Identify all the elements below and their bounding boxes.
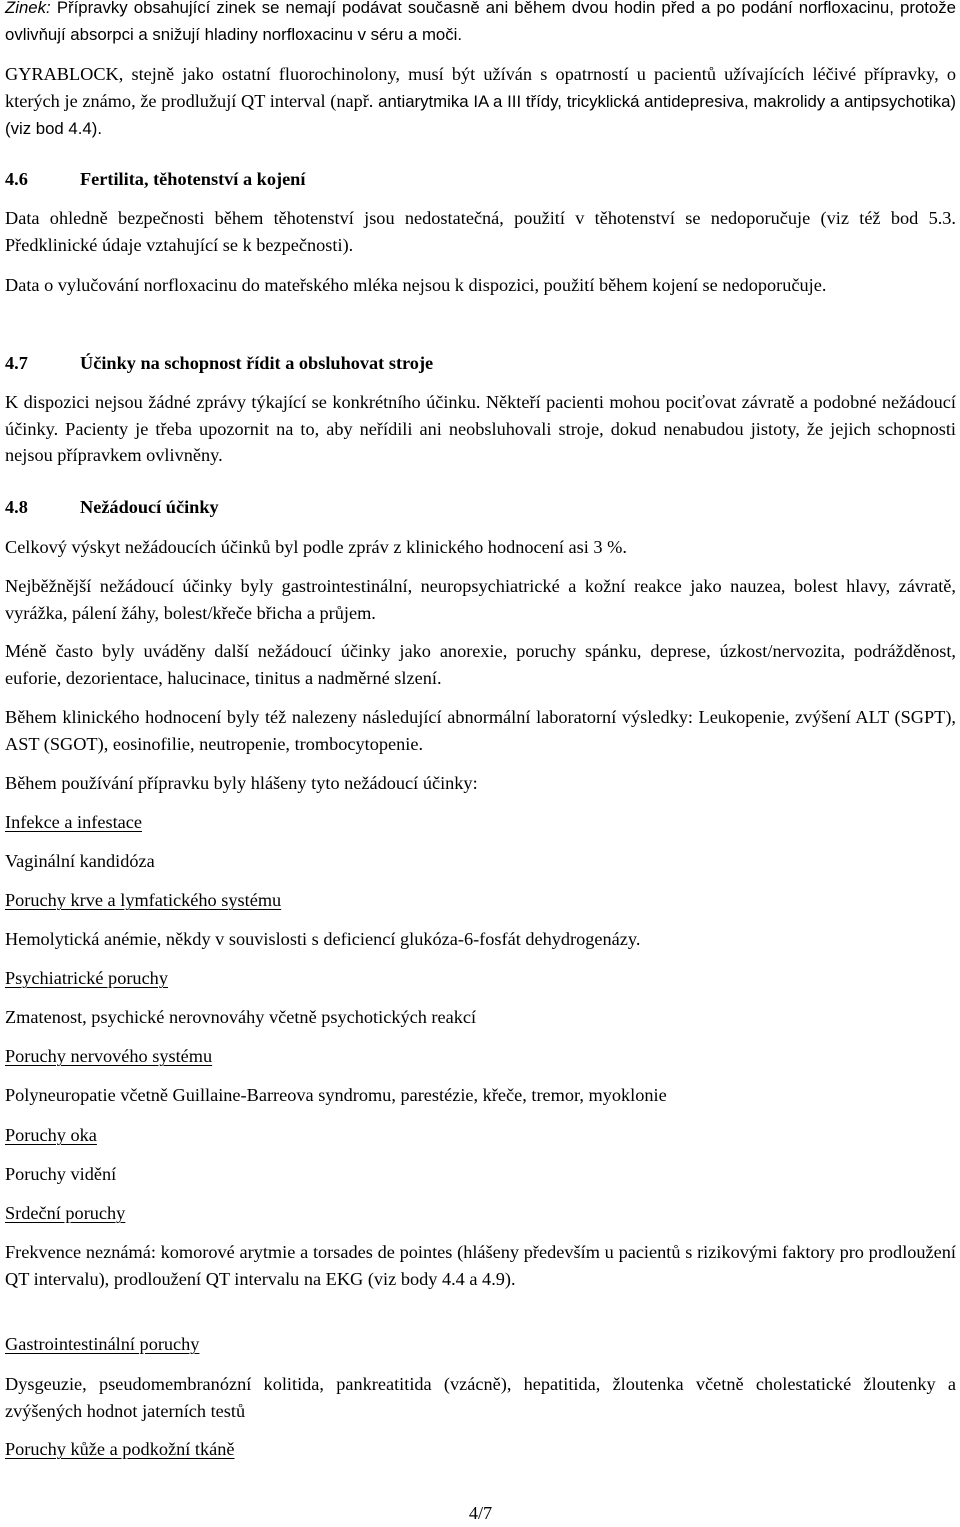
qt-interval-paragraph [5,61,956,143]
section-title: Fertilita, těhotenství a kojení [80,169,306,189]
common-effects-paragraph: Nejběžnější nežádoucí účinky byly gastrointestinální, neuropsychiatrické a kožní reakce jako nauzea, bolest hlavy, závratě, vyrážka, pálení žáhy, bolest/křeče břicha a průjem. [5,576,956,623]
page-number: 4/7 [468,1503,493,1523]
gyrablock-text-continued: antiarytmika IA a III třídy, tricyklická antidepresiva, makrolidy a antipsychotika) (viz bod 4.4). [5,91,957,138]
document-page [5,0,956,1525]
reported-effects-intro: Během používání přípravku byly hlášeny tyto nežádoucí účinky: [5,773,478,793]
soc-text-gastrointestinal: Dysgeuzie, pseudomembranózní kolitida, pankreatitida (vzácně), hepatitida, žloutenka včetně cholestatické žloutenky a zvýšených hodnot jaterních testů [5,1374,956,1421]
soc-heading-skin: Poruchy kůže a podkožní tkáně [5,1439,235,1459]
section-number: 4.7 [5,353,28,373]
section-heading-4-6 [5,166,956,193]
zinek-label: Zinek: [5,0,51,17]
gyrablock-text: GYRABLOCK, stejně jako ostatní fluorochinolony, musí být užíván s opatrností u pacientů užívajících léčivé přípravky, o kterých je známo, že prodlužují QT interval (např. [5,64,956,111]
section-heading-4-7 [5,350,956,377]
soc-text-eye: Poruchy vidění [5,1164,117,1184]
zinc-interaction-paragraph [5,0,956,48]
soc-heading-blood: Poruchy krve a lymfatického systému [5,890,282,910]
breastfeeding-paragraph: Data o vylučování norfloxacinu do mateřského mléka nejsou k dispozici, použití během kojení se nedoporučuje. [5,275,827,295]
section-title: Účinky na schopnost řídit a obsluhovat stroje [80,353,434,373]
soc-heading-gastrointestinal: Gastrointestinální poruchy [5,1334,200,1354]
zinek-text: Přípravky obsahující zinek se nemají podávat současně ani během dvou hodin před a po podání norfloxacinu, protože ovlivňují absorpci a snižují hladiny norfloxacinu v séru a moči. [5,0,956,44]
soc-text-nervous: Polyneuropatie včetně Guillaine-Barreova syndromu, parestézie, křeče, tremor, myoklonie [5,1085,667,1105]
incidence-paragraph: Celkový výskyt nežádoucích účinků byl podle zpráv z klinického hodnocení asi 3 %. [5,537,627,557]
pregnancy-paragraph: Data ohledně bezpečnosti během těhotenství jsou nedostatečná, použití v těhotenství se nedoporučuje (viz též bod 5.3. Předklinické údaje vztahující se k bezpečnosti). [5,208,956,255]
lab-findings-paragraph: Během klinického hodnocení byly též nalezeny následující abnormální laboratorní výsledky: Leukopenie, zvýšení ALT (SGPT), AST (SGOT), eosinofilie, neutropenie, trombocytopenie. [5,707,956,754]
soc-heading-nervous: Poruchy nervového systému [5,1046,213,1066]
soc-heading-eye: Poruchy oka [5,1125,97,1145]
soc-heading-infections: Infekce a infestace [5,812,143,832]
section-number: 4.8 [5,497,28,517]
soc-heading-psychiatric: Psychiatrické poruchy [5,968,168,988]
soc-text-infections: Vaginální kandidóza [5,851,155,871]
soc-text-blood: Hemolytická anémie, někdy v souvislosti s deficiencí glukóza-6-fosfát dehydrogenázy. [5,929,641,949]
section-heading-4-8 [5,494,956,521]
less-common-effects-paragraph: Méně často byly uváděny další nežádoucí účinky jako anorexie, poruchy spánku, deprese, úzkost/nervozita, podrážděnost, euforie, dezorientace, halucinace, tinitus a nadměrné slzení. [5,641,956,688]
section-title: Nežádoucí účinky [80,497,219,517]
section-number: 4.6 [5,169,28,189]
driving-ability-paragraph: K dispozici nejsou žádné zprávy týkající se konkrétního účinku. Někteří pacienti mohou pociťovat závratě a podobné nežádoucí účinky. Pacienty je třeba upozornit na to, aby neřídili ani neobsluhovali stroje, dokud nenabudou jistoty, že jejich schopnosti nejsou přípravkem ovlivněny. [5,392,956,465]
soc-text-psychiatric: Zmatenost, psychické nerovnováhy včetně psychotických reakcí [5,1007,477,1027]
soc-text-cardiac: Frekvence neznámá: komorové arytmie a torsades de pointes (hlášeny především u pacientů s rizikovými faktory pro prodloužení QT intervalu), prodloužení QT intervalu na EKG (viz body 4.4 a 4.9). [5,1242,956,1289]
soc-heading-cardiac: Srdeční poruchy [5,1203,126,1223]
